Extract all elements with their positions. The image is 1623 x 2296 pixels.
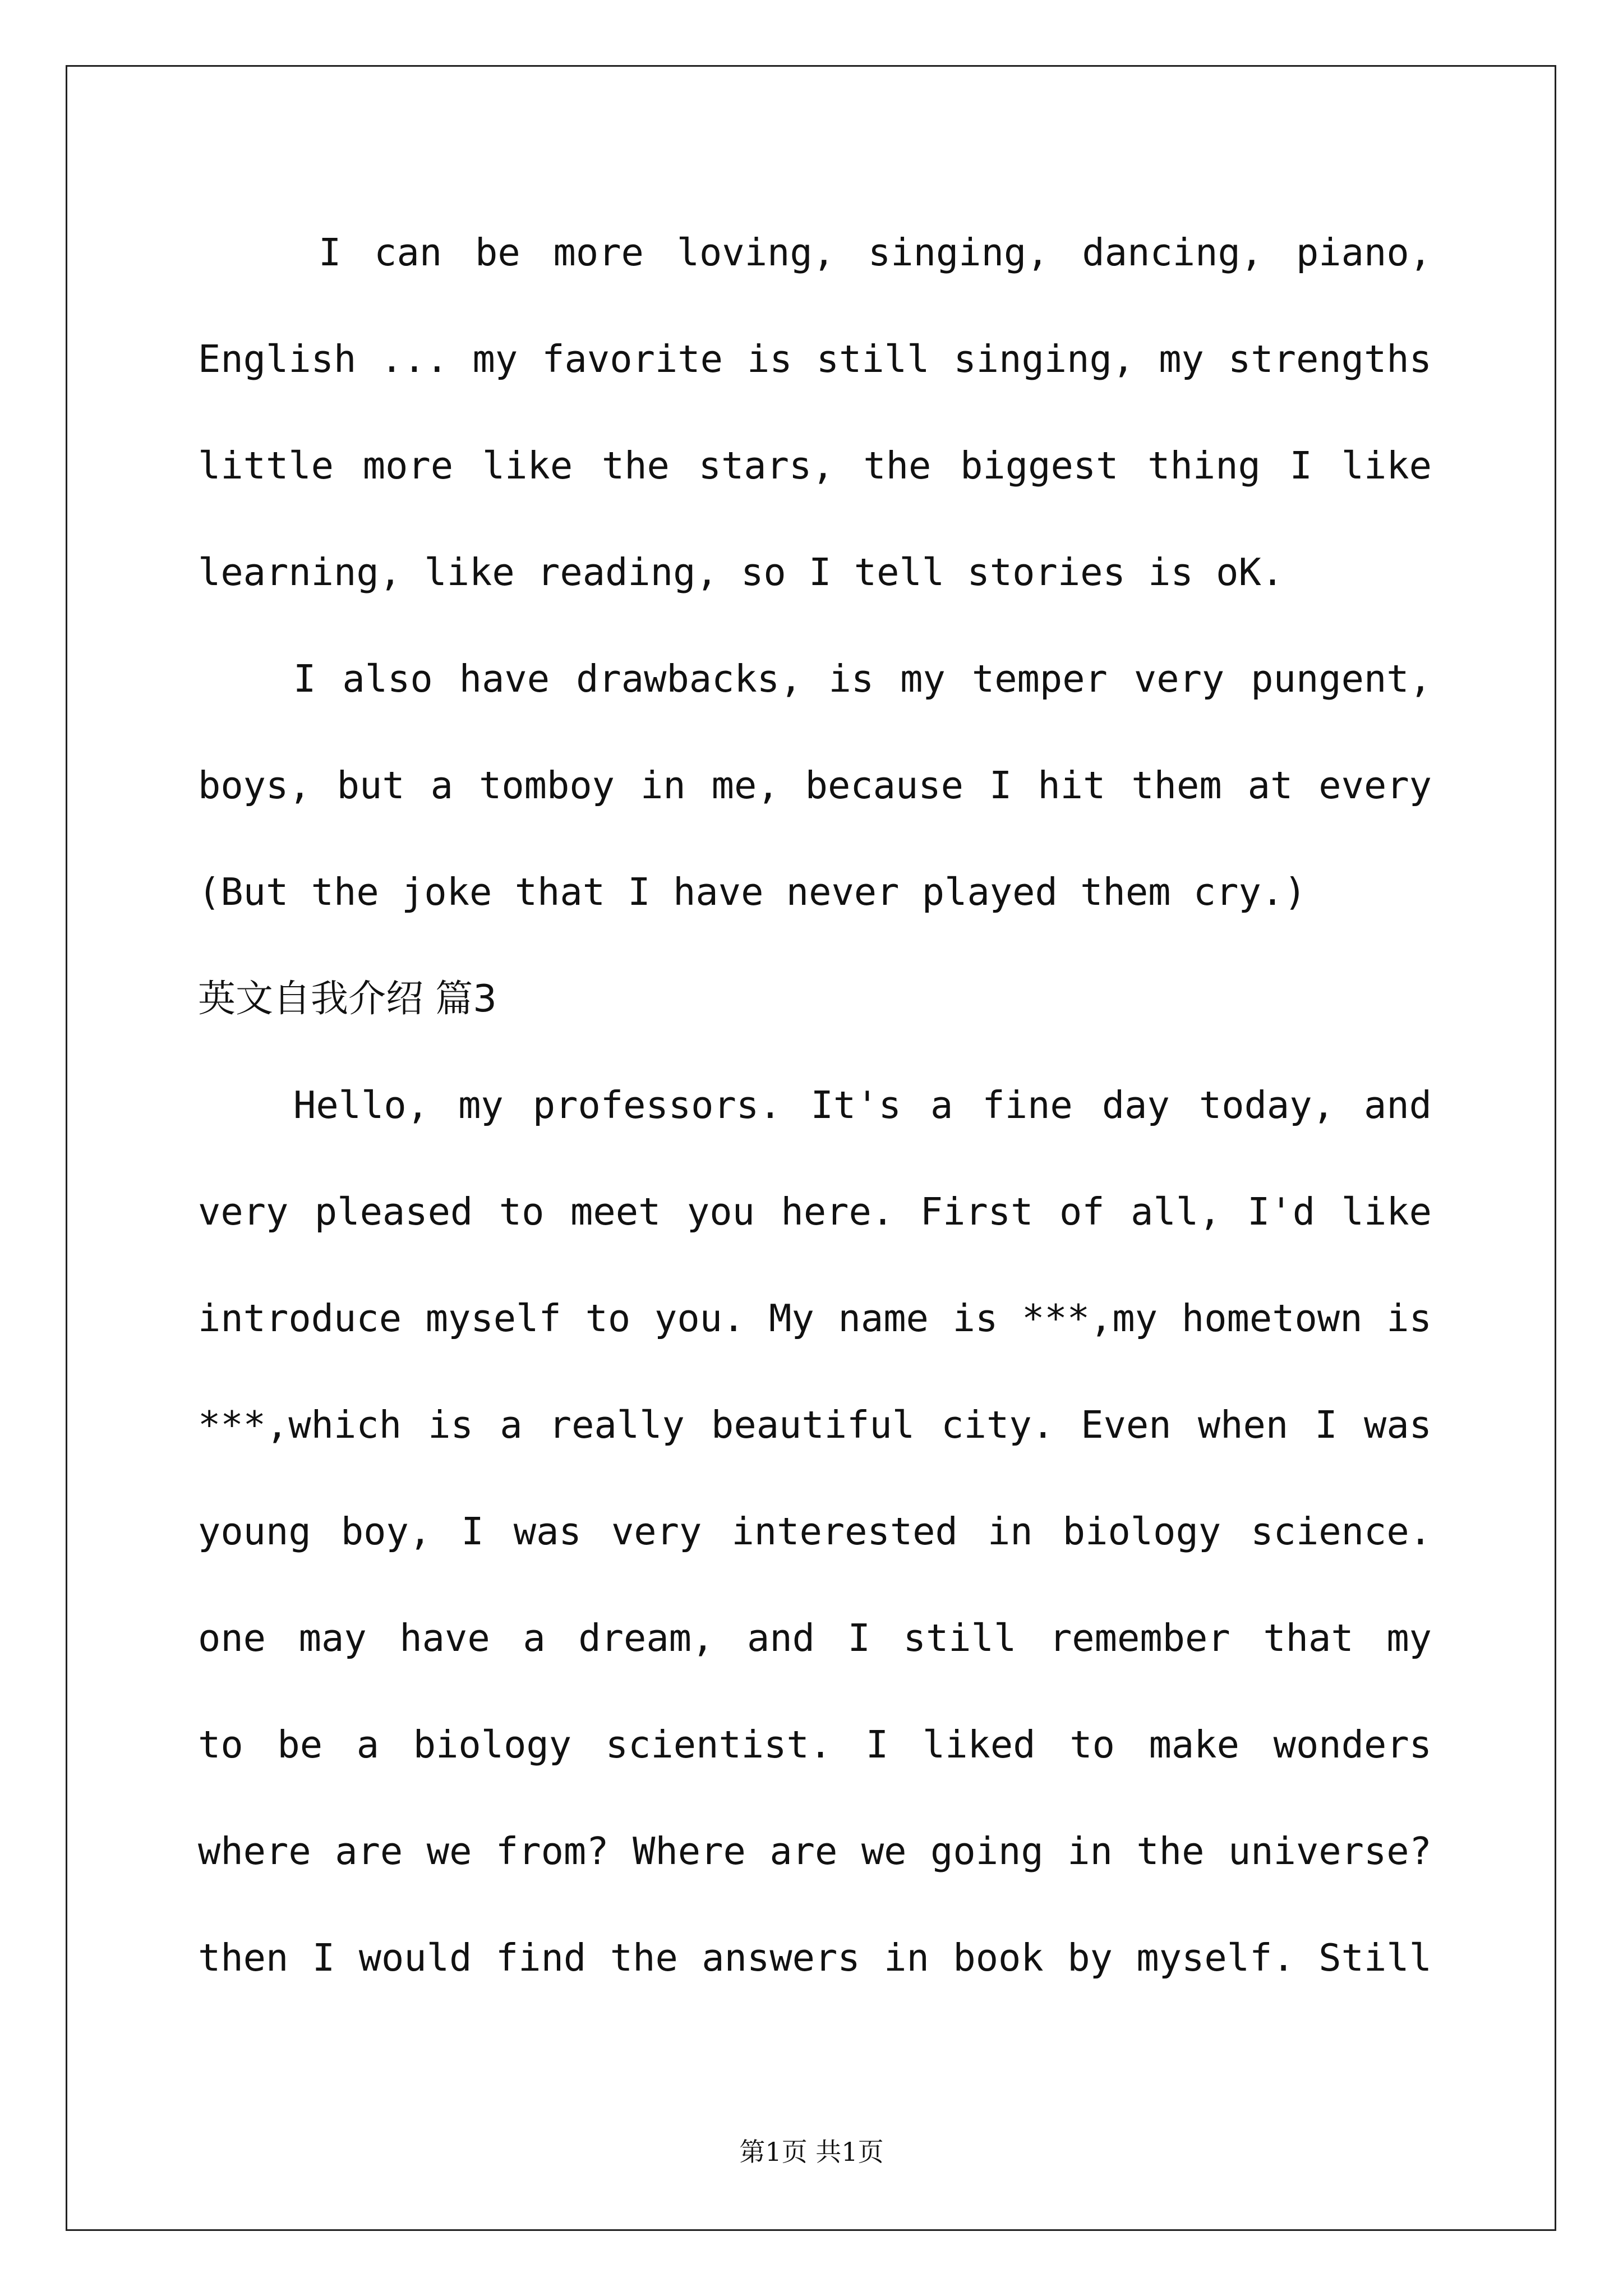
paragraph-3-line-3: introduce myself to you. My name is ***,my hometown is [198,1296,1432,1340]
paragraph-3-line-7: to be a biology scientist. I liked to make wonders [198,1723,1432,1766]
paragraph-1-line-4: learning, like reading, so I tell stories is oK. [198,550,1284,594]
page-number: 第1页 共1页 [739,2137,884,2167]
paragraph-3-line-9: then I would find the answers in book by myself. Still [198,1936,1432,1980]
document-body [198,199,1432,2011]
paragraph-1-line-1: I can be more loving, singing, dancing, piano, [319,231,1432,274]
paragraph-2-line-2: boys, but a tomboy in me, because I hit them at every [198,763,1432,807]
paragraph-3-line-2: very pleased to meet you here. First of all, I'd like [198,1190,1432,1234]
paragraph-3-line-4: ***,which is a really beautiful city. Even when I was [198,1403,1432,1447]
paragraph-1-line-3: little more like the stars, the biggest thing I like [198,444,1432,487]
paragraph-3-line-5: young boy, I was very interested in biology science. [198,1510,1432,1553]
paragraph-2-line-1: I also have drawbacks, is my temper very pungent, [293,657,1432,701]
paragraph-3-line-8: where are we from? Where are we going in the universe? [198,1829,1432,1873]
paragraph-3-line-6: one may have a dream, and I still remember that my [198,1616,1432,1660]
section-heading: 英文自我介绍 篇3 [198,977,497,1020]
paragraph-1-line-2: English ... my favorite is still singing, my strengths [198,337,1432,381]
paragraph-2-line-3: (But the joke that I have never played them cry.) [198,870,1307,914]
paragraph-3-line-1: Hello, my professors. It's a fine day today, and [293,1083,1432,1127]
page-footer [0,2132,1623,2169]
